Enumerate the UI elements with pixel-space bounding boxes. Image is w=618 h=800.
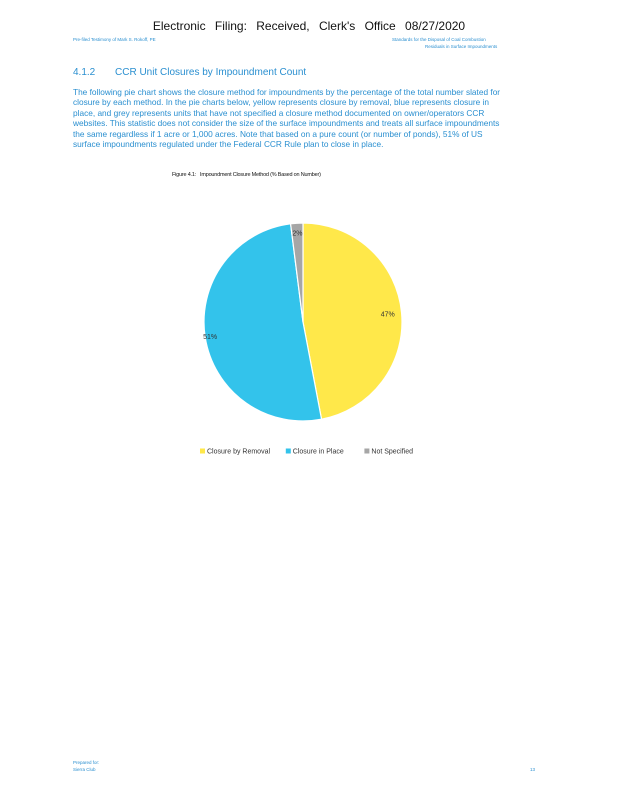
section-number: 4.1.2: [73, 67, 96, 78]
data-label: 51%: [203, 334, 218, 342]
legend-swatch: [364, 449, 369, 454]
legend-swatch: [286, 449, 291, 454]
header-right-line2: Residuals in Surface Impoundments: [425, 44, 498, 49]
data-label: 2%: [292, 230, 303, 238]
footer-client: Sierra Club: [73, 767, 96, 772]
legend-entry: Not Specified: [371, 448, 414, 456]
header-left: Pre-filed Testimony of Mark S. Rokoff, PE: [73, 37, 156, 42]
paragraph-line: The following pie chart shows the closure method for impoundments by the percentage of the total number slated for: [73, 87, 501, 97]
footer-prepared-for: Prepared for:: [73, 760, 100, 765]
legend-swatch: [200, 449, 205, 454]
paragraph-line: the same regardless if 1 acre or 1,000 acres. Note that based on a pure count (or number of ponds), 51% of US: [73, 128, 483, 139]
paragraph-line: closure by each method. In the pie charts below, yellow represents closure by removal, blue represents closure in: [73, 97, 489, 108]
filing-stamp: Electronic Filing: Received, Clerk's Office 08/27/2020: [152, 19, 466, 33]
legend-entry: Closure by Removal: [207, 448, 271, 456]
paragraph-line: surface impoundments regulated under the Federal CCR Rule plan to close in place.: [73, 139, 384, 150]
figure-label: Figure 4.1:: [172, 172, 197, 178]
figure-title: Impoundment Closure Method (% Based on Number): [200, 172, 321, 178]
paragraph-line: place, and grey represents units that have not specified a closure method documented on owner/operators CCR: [73, 107, 485, 118]
data-label: 47%: [380, 311, 395, 319]
header-right-line1: Standards for the Disposal of Coal Combustion: [392, 37, 486, 42]
pie-slice-closure-by-removal: [303, 223, 402, 419]
page-number: 13: [530, 767, 536, 772]
paragraph-line: websites. This statistic does not consider the size of the surface impoundments and treats all surface impoundments: [73, 118, 500, 129]
section-title: CCR Unit Closures by Impoundment Count: [115, 67, 307, 78]
legend-entry: Closure in Place: [292, 448, 344, 456]
